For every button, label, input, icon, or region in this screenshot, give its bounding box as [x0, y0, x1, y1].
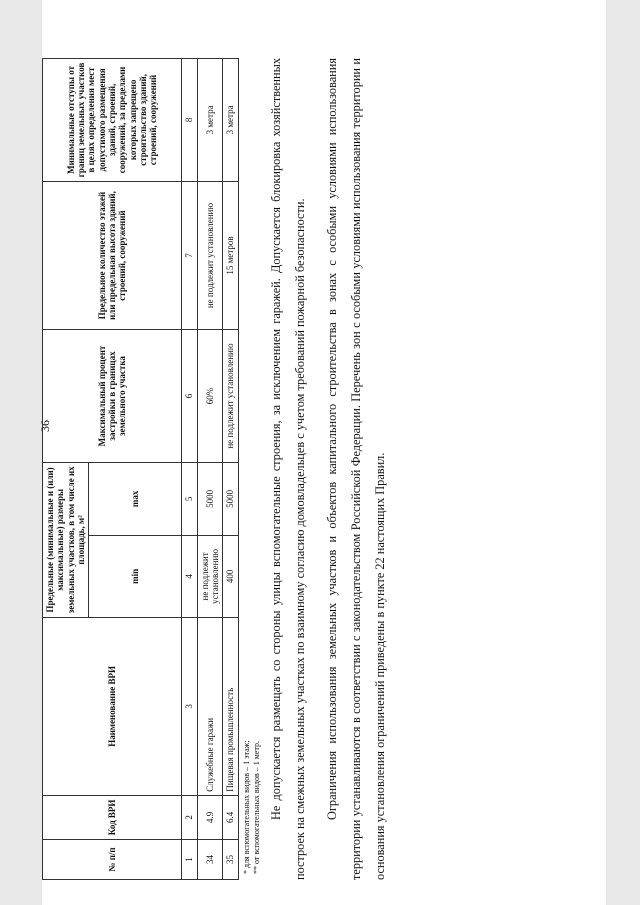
table-notes	[242, 58, 262, 874]
row-code: 4.9	[197, 795, 223, 839]
row-floors: 15 метров	[223, 181, 238, 329]
header-offset: Минимальные отступы от границ земельных участков в целях определения мест допустимого размещения зданий, строений, сооружений, за пределами которых запрещено строительство зданий, строений, сооружений	[43, 59, 182, 182]
index-cell: 8	[182, 59, 197, 182]
row-offset: 3 метра	[223, 59, 238, 182]
row-num: 34	[197, 839, 223, 879]
rotated-content	[42, 58, 512, 880]
table-row	[197, 59, 223, 880]
header-sizes: Предельные (минимальные и (или) максимальные) размеры земельных участков, в том числе их площадь, м²	[43, 462, 89, 617]
header-min: min	[89, 535, 182, 617]
index-cell: 1	[182, 839, 197, 879]
row-min: не подлежит установлению	[197, 535, 223, 617]
row-percent: не подлежит установлению	[223, 330, 238, 463]
row-percent: 60%	[197, 330, 223, 463]
note-line: * для вспомогательных видов – 1 этаж;	[241, 740, 251, 874]
index-cell: 2	[182, 795, 197, 839]
index-cell: 6	[182, 330, 197, 463]
paragraph-garages: Не допускается размещать со стороны улицы вспомогательные строения, за исключением гаражей. Допускается блокировка хозяйственных построек на смежных земельных участках по взаимному согласию домовладельцев с учетом требований пожарной безопасности.	[268, 58, 307, 880]
row-max: 5000	[197, 462, 223, 535]
regulations-table	[42, 58, 239, 880]
column-index-row	[182, 59, 197, 880]
header-num: № п/п	[43, 839, 182, 879]
index-cell: 4	[182, 535, 197, 617]
row-offset: 3 метра	[197, 59, 223, 182]
row-name: Пищевая промышленность	[223, 617, 238, 795]
paragraph-restrictions: Ограничения использования земельных участков и объектов капитального строительства в зонах с особыми условиями использования территории устанавливаются в соответствии с законодательством Российской Федерации. Перечень зон с особыми условиями использования территории и основания установления ограничений приведены в пункте 22 настоящих Правил.	[324, 58, 387, 880]
row-max: 5000	[223, 462, 238, 535]
row-name: Служебные гаражи	[197, 617, 223, 795]
note-line: ** от вспомогательных видов – 1 метр.	[251, 741, 261, 874]
table-row	[223, 59, 238, 880]
page-number: 36	[38, 420, 52, 432]
index-cell: 7	[182, 181, 197, 329]
table-header-row	[43, 59, 89, 880]
header-percent: Максимальный процент застройки в границах земельного участка	[43, 330, 182, 463]
row-min: 400	[223, 535, 238, 617]
row-num: 35	[223, 839, 238, 879]
index-cell: 3	[182, 617, 197, 795]
header-max: max	[89, 462, 182, 535]
header-code: Код ВРИ	[43, 795, 182, 839]
index-cell: 5	[182, 462, 197, 535]
row-code: 6.4	[223, 795, 238, 839]
row-floors: не подлежит установлению	[197, 181, 223, 329]
header-name: Наименование ВРИ	[43, 617, 182, 795]
header-floors: Предельное количество этажей или предельная высота зданий, строений, сооружений	[43, 181, 182, 329]
